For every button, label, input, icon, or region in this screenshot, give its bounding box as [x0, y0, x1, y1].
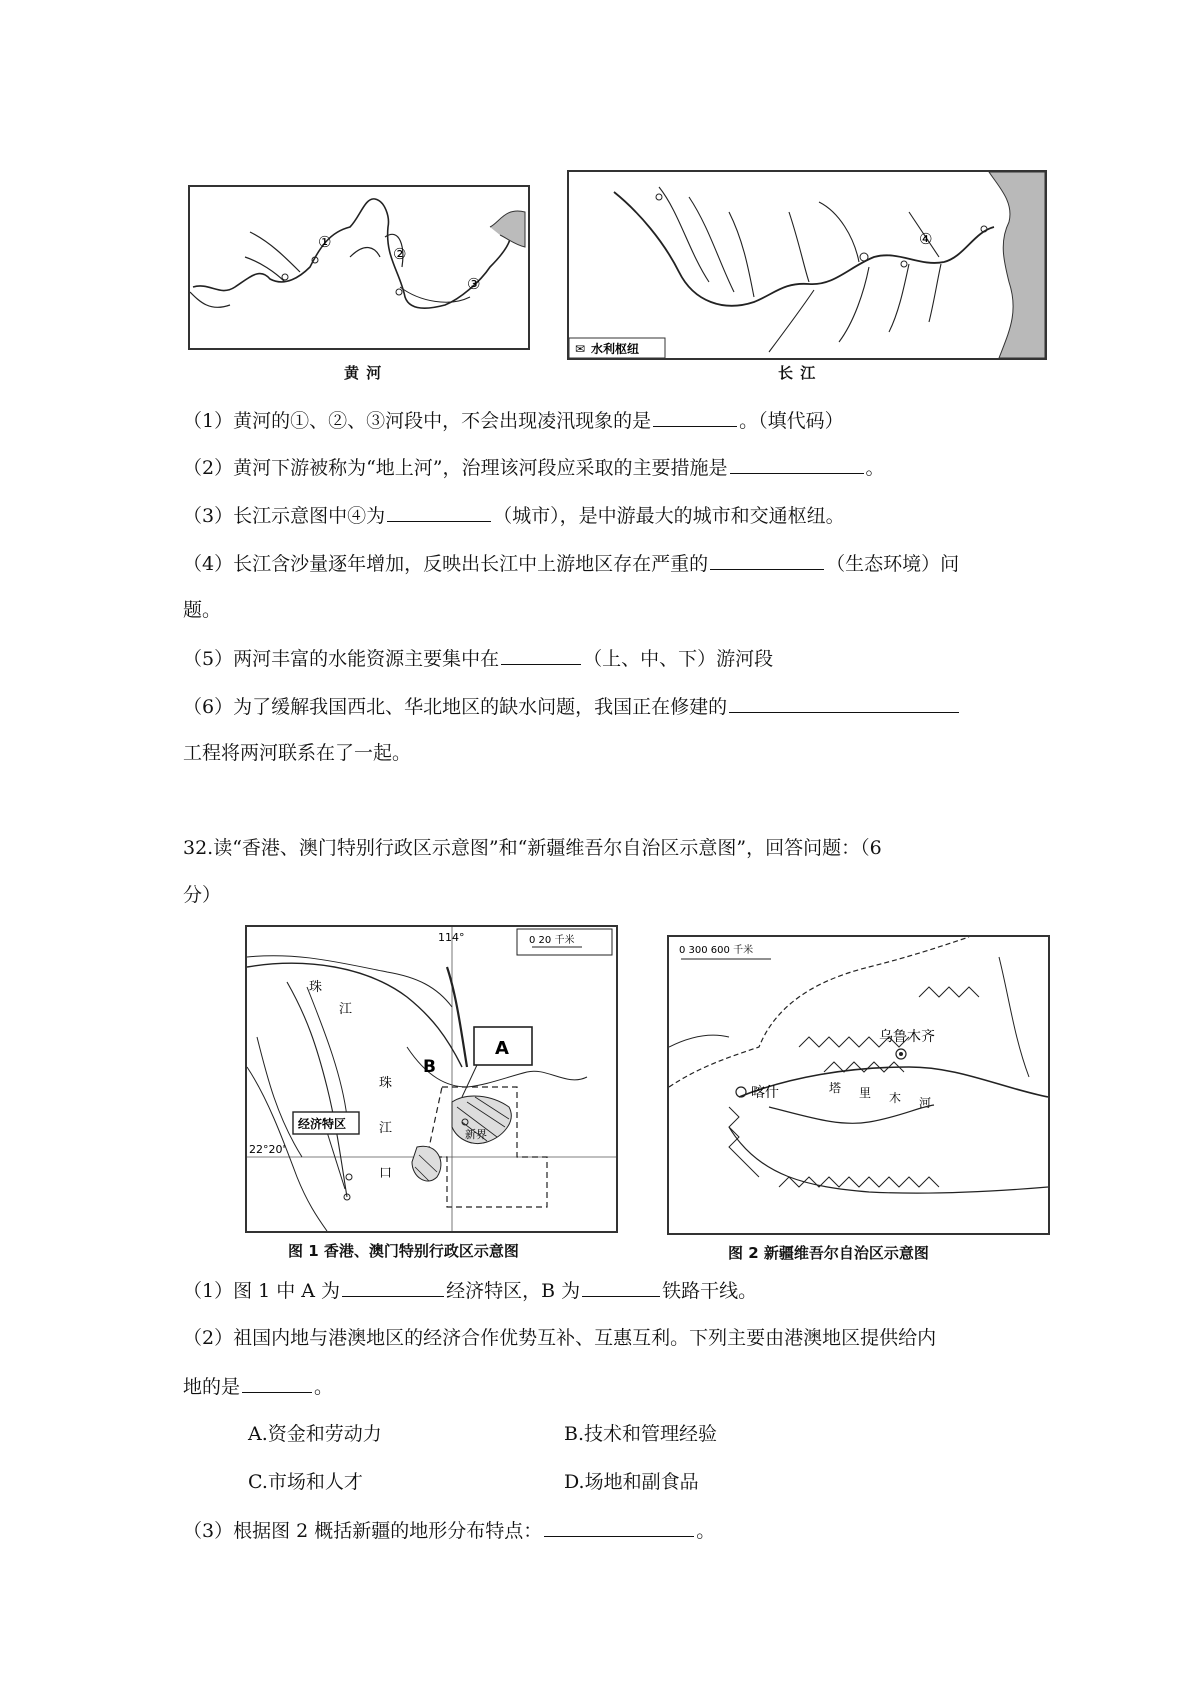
huanghe-map	[188, 185, 530, 350]
fig1-label-B: B	[423, 1057, 436, 1077]
fig1-xinjie: 新界	[465, 1128, 487, 1141]
q31-answer-blank-3[interactable]	[387, 503, 491, 522]
q32-part2-cont	[183, 1374, 333, 1399]
q32-answer-blank-3[interactable]	[544, 1518, 694, 1537]
q31-answer-blank-5[interactable]	[501, 646, 581, 665]
q32-part3-text: （3）根据图 2 概括新疆的地形分布特点：	[183, 1520, 543, 1542]
fig1-label-A: A	[495, 1038, 509, 1059]
fig1-lon-label: 114°	[438, 931, 465, 944]
q32-part3	[183, 1518, 715, 1543]
q31-part1-text: （1）黄河的①、②、③河段中，不会出现凌汛现象的是	[183, 410, 652, 432]
q31-answer-blank-1[interactable]	[653, 408, 737, 427]
fig1-drawing	[247, 927, 616, 1231]
q32-option-A[interactable]: A.资金和劳动力	[248, 1423, 382, 1445]
dam-legend-icon: ✉	[575, 342, 586, 356]
fig1-zhu: 珠	[379, 1076, 393, 1091]
fig1-caption: 图 1 香港、澳门特别行政区示意图	[288, 1242, 519, 1260]
q32-option-D[interactable]: D.场地和副食品	[564, 1471, 699, 1493]
q31-part5	[183, 646, 773, 671]
q32-part1-text-b: 经济特区，B 为	[446, 1280, 581, 1302]
changjiang-legend: 水利枢纽	[591, 342, 640, 356]
fig1-scale: 0 20 千米	[529, 935, 575, 946]
q31-part3-text: （3）长江示意图中④为	[183, 505, 386, 527]
q31-part3	[183, 503, 845, 528]
q31-part4	[183, 551, 959, 576]
q31-part6	[183, 694, 961, 719]
yangtze-main	[614, 192, 994, 306]
q31-part5-suffix: （上、中、下）游河段	[583, 648, 774, 670]
q31-part5-text: （5）两河丰富的水能资源主要集中在	[183, 648, 500, 670]
fig1-jiang: 江	[379, 1121, 393, 1136]
q32-part3-suffix: 。	[696, 1520, 716, 1542]
q31-part1-suffix: 。（填代码）	[739, 410, 844, 432]
q31-part2-text: （2）黄河下游被称为“地上河”，治理该河段应采取的主要措施是	[183, 457, 728, 479]
q32-part2: （2）祖国内地与港澳地区的经济合作优势互补、互惠互利。下列主要由港澳地区提供给内	[183, 1327, 937, 1349]
fig1-hk-macau-map	[245, 925, 618, 1233]
huanghe-label-3: ③	[467, 275, 481, 293]
changjiang-label-4: ④	[919, 230, 933, 248]
huanghe-label-1: ①	[318, 233, 332, 251]
fig2-tarim-1: 塔	[829, 1081, 842, 1095]
fig2-urumqi-label: 乌鲁木齐	[879, 1029, 935, 1045]
fig2-kashi-label: 喀什	[751, 1085, 779, 1101]
q32-answer-blank-B[interactable]	[582, 1278, 660, 1297]
q32-part1	[183, 1278, 757, 1303]
fig2-tarim-3: 木	[889, 1091, 902, 1105]
fig2-caption: 图 2 新疆维吾尔自治区示意图	[728, 1244, 929, 1262]
q31-part4-text: （4）长江含沙量逐年增加，反映出长江中上游地区存在严重的	[183, 553, 709, 575]
q32-part2-suffix: 。	[314, 1376, 334, 1398]
q31-answer-blank-6[interactable]	[729, 694, 959, 713]
changjiang-caption: 长 江	[778, 364, 817, 382]
q32-part1-text-c: 铁路干线。	[662, 1280, 758, 1302]
q31-part3-suffix: （城市），是中游最大的城市和交通枢纽。	[493, 505, 845, 527]
q32-part2-cont-text: 地的是	[183, 1376, 241, 1398]
q31-part4-suffix: （生态环境）问	[826, 553, 960, 575]
q32-answer-blank-A[interactable]	[342, 1278, 444, 1297]
fig2-drawing	[669, 937, 1048, 1233]
fig2-xinjiang-map	[667, 935, 1050, 1235]
fig1-zhu-top: 珠	[309, 980, 323, 995]
fig2-scale: 0 300 600 千米	[679, 945, 754, 956]
yellow-river-main	[193, 199, 510, 308]
q31-part6-cont: 工程将两河联系在了一起。	[183, 742, 412, 764]
huanghe-label-2: ②	[393, 245, 407, 263]
fig1-lat-label: 22°20'	[249, 1143, 286, 1156]
fig1-railway-B	[447, 967, 467, 1067]
changjiang-map-drawing	[569, 172, 1045, 358]
q32-title: 32.读“香港、澳门特别行政区示意图”和“新疆维吾尔自治区示意图”，回答问题：（6	[183, 837, 882, 859]
q31-part6-text: （6）为了缓解我国西北、华北地区的缺水问题，我国正在修建的	[183, 696, 728, 718]
huanghe-caption: 黄 河	[344, 364, 383, 382]
q31-answer-blank-4[interactable]	[710, 551, 824, 570]
q31-part2-suffix: 。	[865, 457, 885, 479]
fig2-tarim-river	[769, 1105, 934, 1123]
q32-part1-text-a: （1）图 1 中 A 为	[183, 1280, 341, 1302]
q32-answer-blank-2[interactable]	[242, 1374, 312, 1393]
q32-option-B[interactable]: B.技术和管理经验	[564, 1423, 718, 1445]
q32-title-cont: 分）	[183, 884, 222, 906]
q31-part4-cont: 题。	[183, 599, 222, 621]
fig1-kou: 口	[379, 1166, 393, 1181]
q31-answer-blank-2[interactable]	[730, 455, 864, 474]
fig2-tarim-4: 河	[919, 1096, 932, 1110]
fig1-sez-label: 经济特区	[298, 1117, 347, 1131]
changjiang-map	[567, 170, 1047, 360]
fig1-jiang-top: 江	[339, 1002, 353, 1017]
q31-part1	[183, 408, 844, 433]
huanghe-map-drawing	[190, 187, 528, 348]
fig2-tarim-2: 里	[859, 1086, 872, 1100]
q31-part2	[183, 455, 885, 480]
q32-option-C[interactable]: C.市场和人才	[248, 1471, 363, 1493]
